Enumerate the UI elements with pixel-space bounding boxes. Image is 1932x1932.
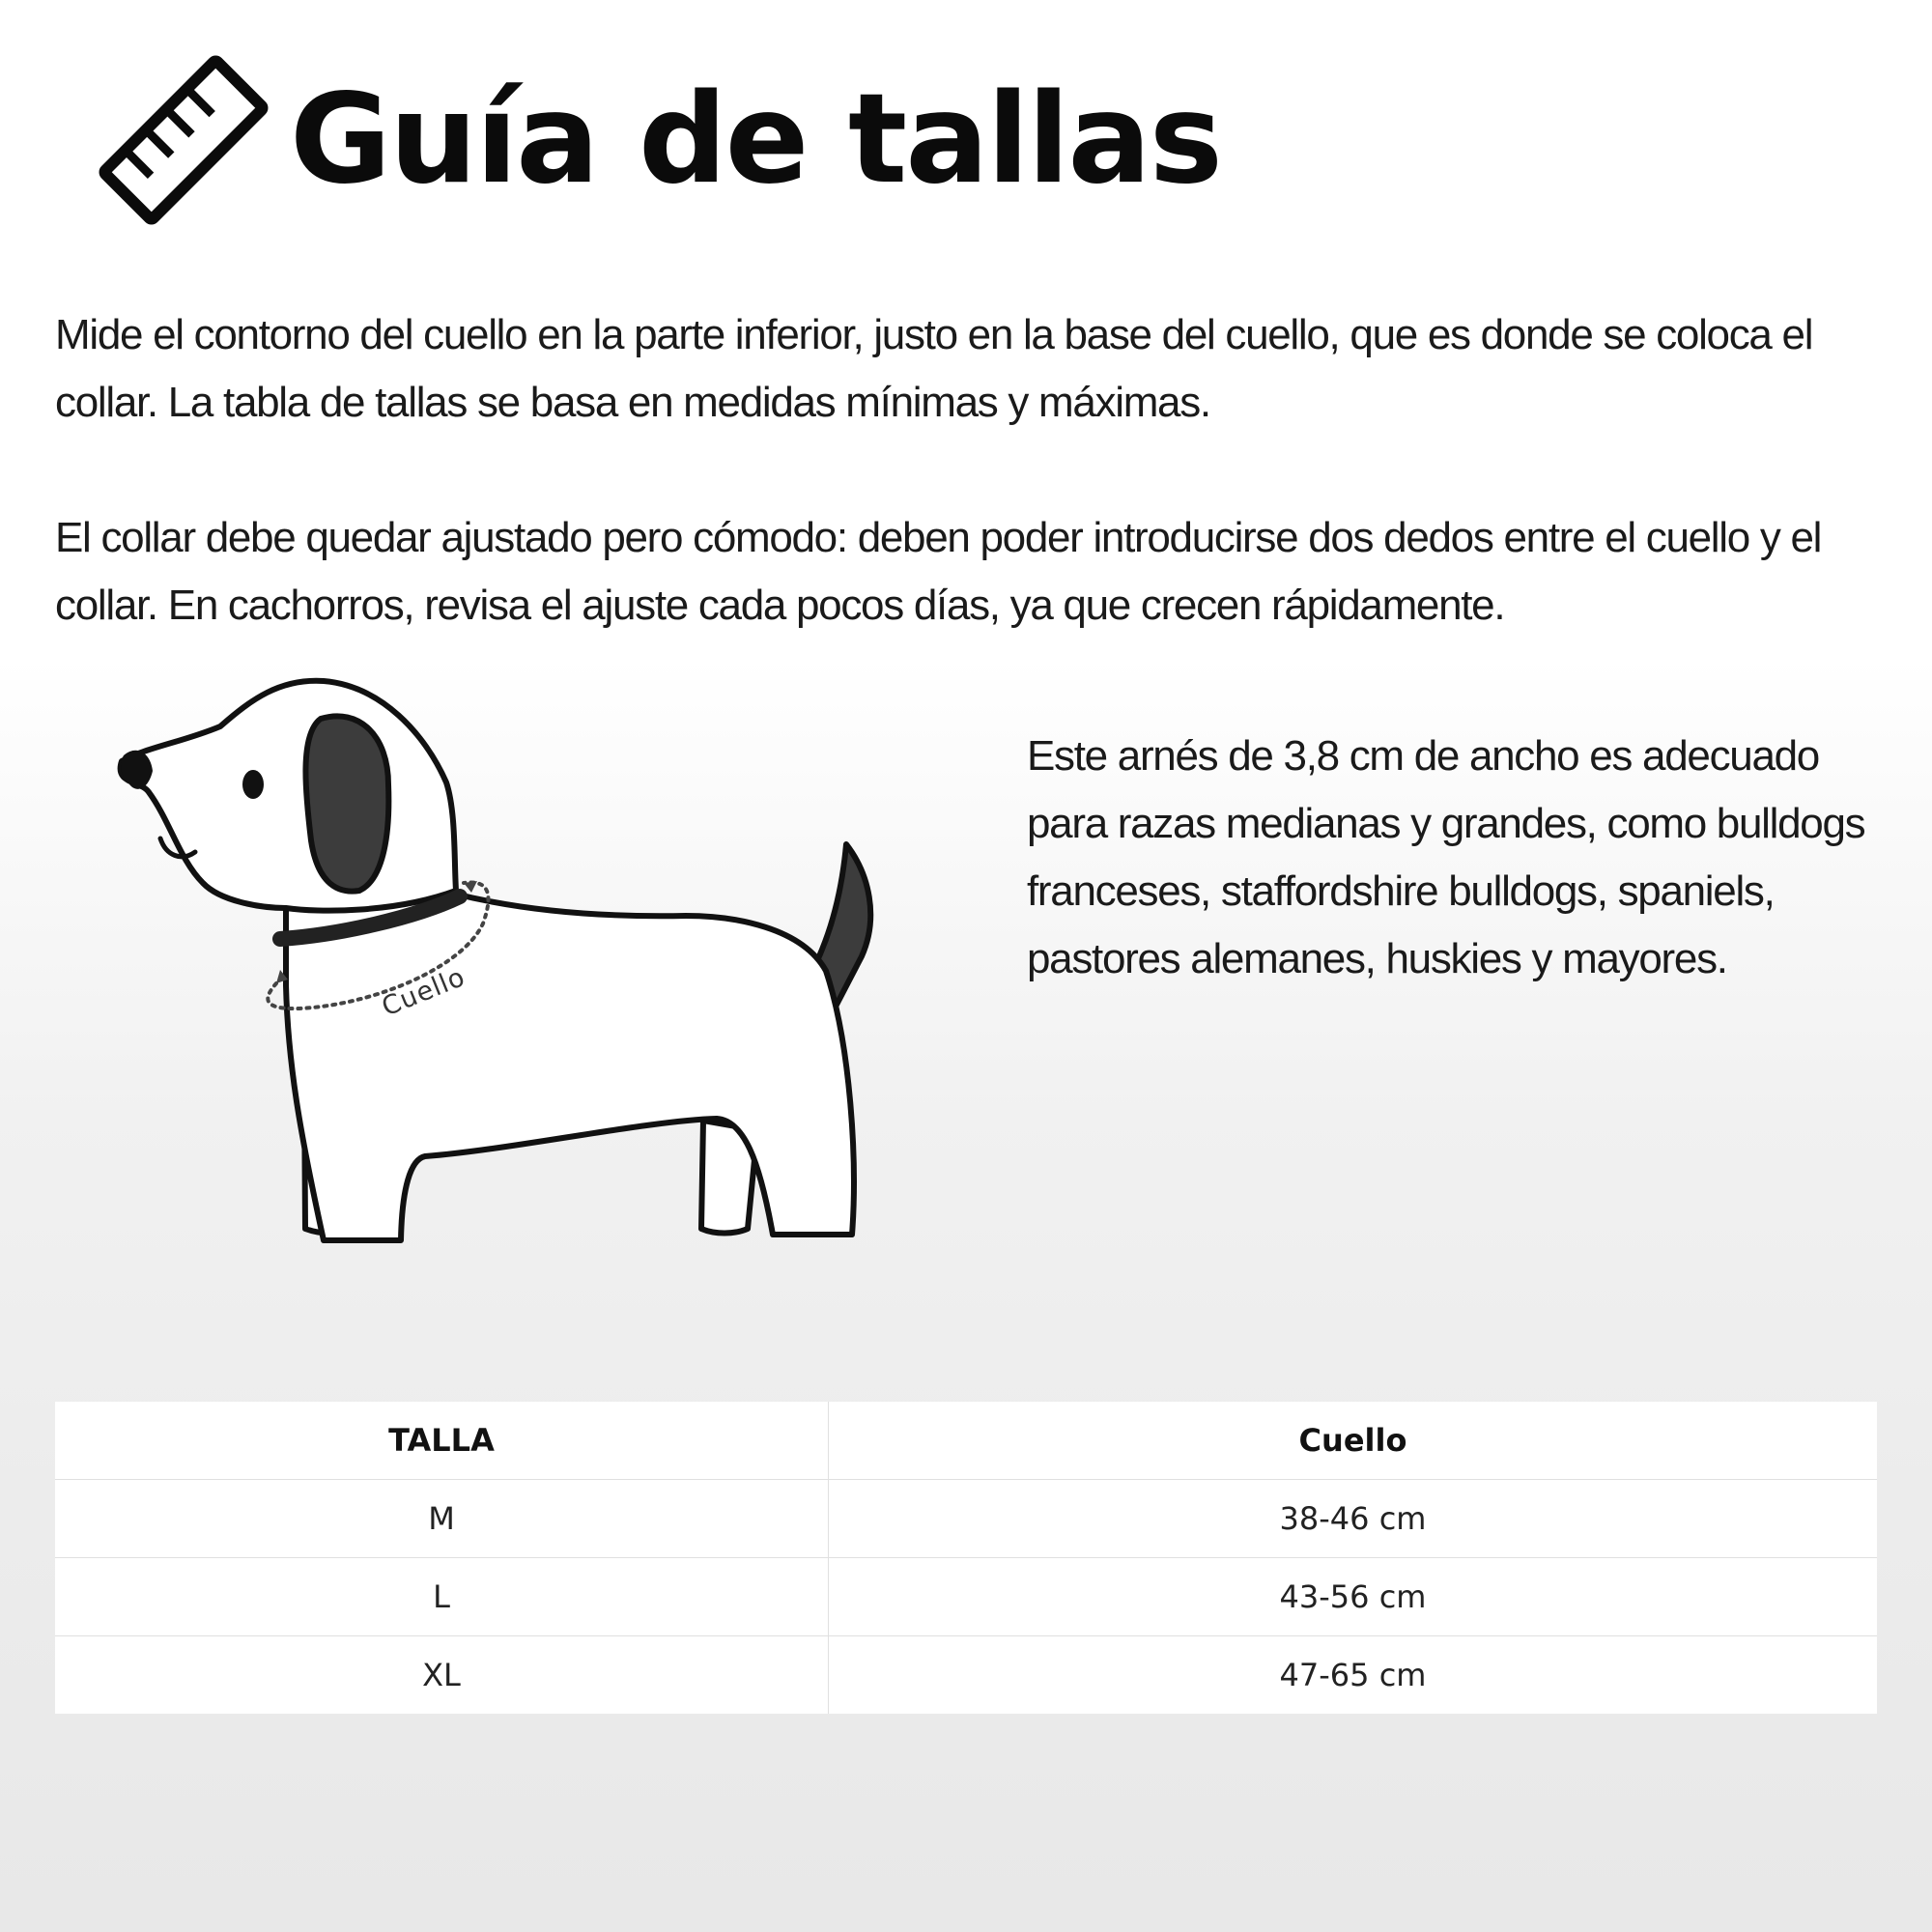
size-table [55, 1402, 1877, 1714]
dog-ear [305, 716, 388, 891]
page-header [97, 53, 1221, 227]
column-header-neck: Cuello [829, 1402, 1878, 1480]
neck-cell: 47-65 cm [1279, 1657, 1427, 1693]
dog-illustration [106, 676, 898, 1275]
dog-eye [242, 770, 264, 799]
neck-cell: 43-56 cm [829, 1558, 1878, 1636]
ruler-icon [97, 53, 270, 227]
table-row [55, 1636, 1877, 1715]
measure-instructions: Mide el contorno del cuello en la parte inferior, justo en la base del cuello, que es donde se coloca el collar. La tabla de tallas se basa en medidas mínimas y máximas. [55, 311, 1813, 426]
dog-head [121, 681, 456, 911]
dog-body [286, 893, 854, 1240]
size-cell: XL [55, 1636, 829, 1715]
size-cell: L [55, 1558, 829, 1636]
table-header-row [55, 1402, 1877, 1480]
table-row [55, 1558, 1877, 1636]
dog-drawing [106, 676, 898, 1275]
neck-cell: 38-46 cm [829, 1480, 1878, 1558]
column-header-size: TALLA [55, 1402, 829, 1480]
harness-description: Este arnés de 3,8 cm de ancho es adecuado para razas medianas y grandes, como bulldogs franceses, staffordshire bulldogs, spaniels, pastores alemanes, huskies y mayores. [1027, 732, 1865, 982]
table-row [55, 1480, 1877, 1558]
page-title: Guía de tallas [290, 68, 1221, 212]
neck-label: Cuello [378, 961, 470, 1023]
fit-instructions: El collar debe quedar ajustado pero cómodo: deben poder introducirse dos dedos entre el cuello y el collar. En cachorros, revisa el ajuste cada pocos días, ya que crecen rápidamente. [55, 514, 1822, 629]
size-cell: M [55, 1480, 829, 1558]
